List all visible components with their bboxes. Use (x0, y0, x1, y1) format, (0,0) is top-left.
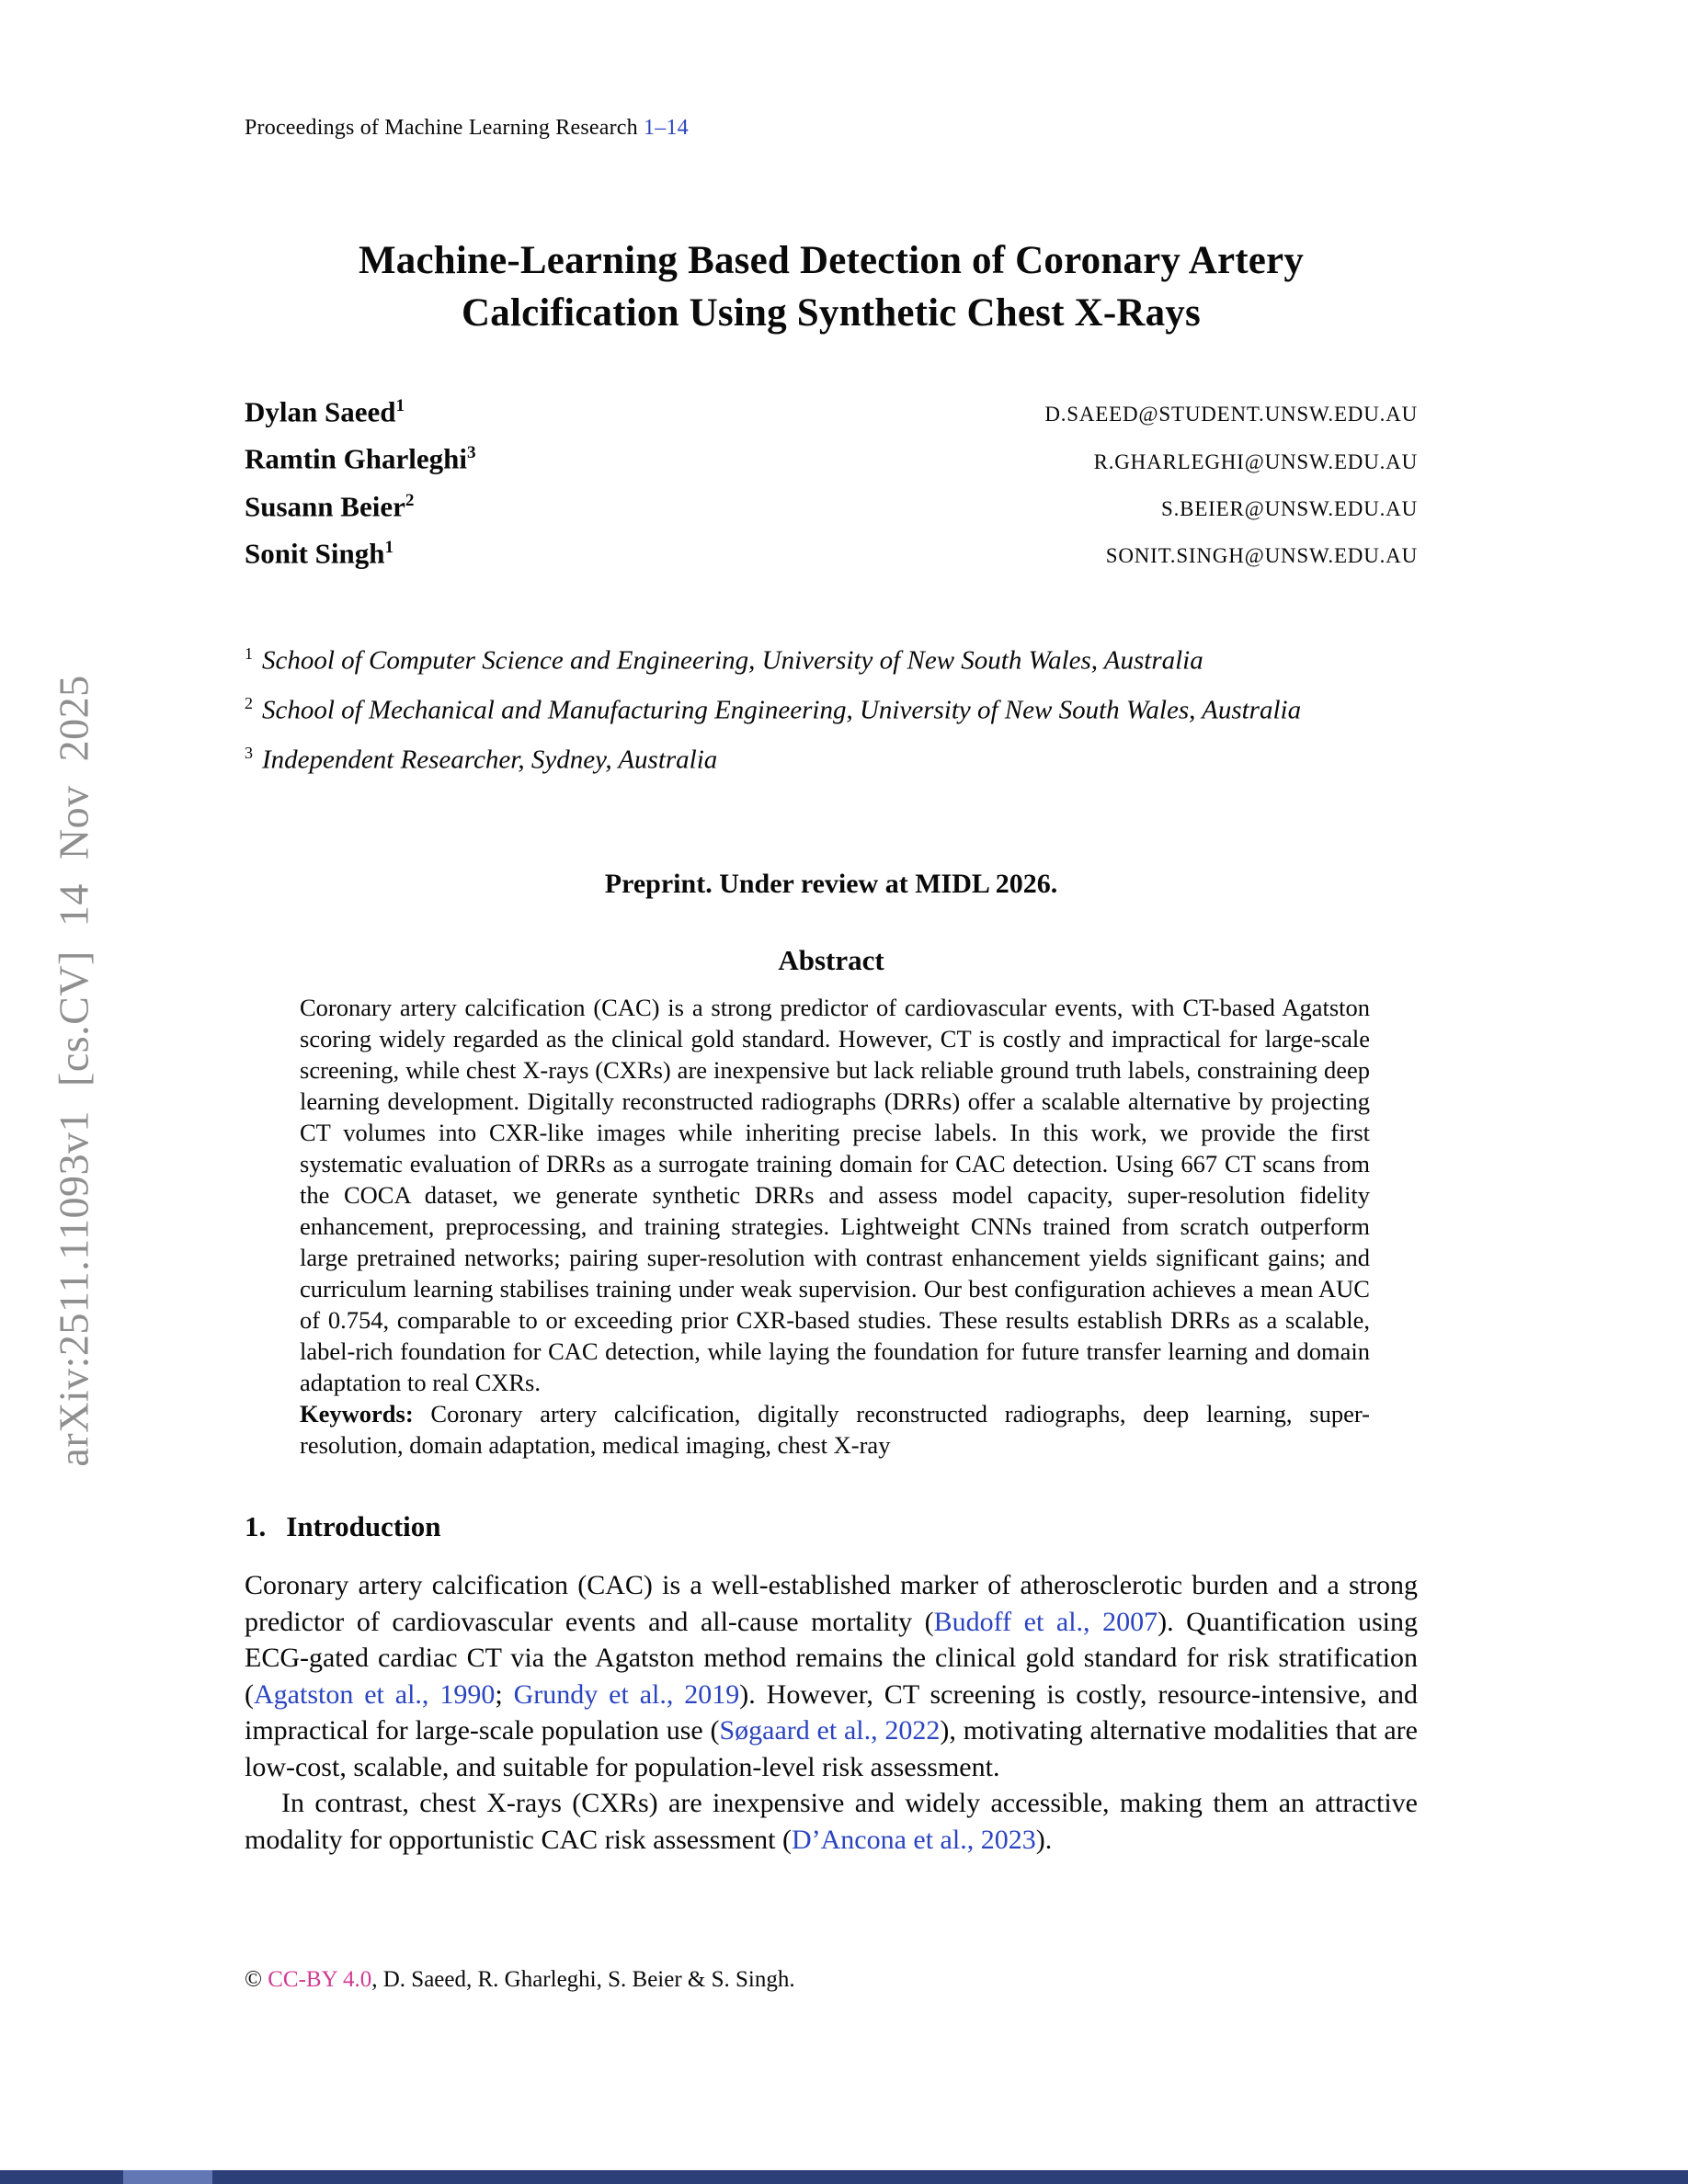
copyright-symbol: © (245, 1967, 268, 1992)
affiliation-sup: 2 (245, 693, 253, 712)
author-row (245, 482, 1418, 529)
paragraph-text: In contrast, chest X-rays (CXRs) are inexpensive and widely accessible, making them an attractive modality for opportunistic CAC risk assessment ( (245, 1788, 1418, 1855)
affiliation-text: School of Computer Science and Engineering, University of New South Wales, Australia (261, 645, 1203, 676)
citation-grundy-2019[interactable]: Grundy et al., 2019 (513, 1678, 740, 1710)
author-name (245, 387, 405, 431)
abstract-heading: Abstract (778, 944, 884, 977)
affiliation (245, 732, 1418, 781)
running-header (245, 116, 1418, 141)
abstract-text: Coronary artery calcification (CAC) is a strong predictor of cardiovascular events, with CT-based Agatston scoring widely regarded as the clinical gold standard. However, CT is costly and impractical for large-scale screening, while chest X-rays (CXRs) are inexpensive but lack reliable ground truth labels, constraining deep learning development. Digitally reconstructed radiographs (DRRs) offer a scalable alternative by projecting CT volumes into CXR-like images while inheriting precise labels. In this work, we provide the first systematic evaluation of DRRs as a surrogate training domain for CAC detection. Using 667 CT scans from the COCA dataset, we generate synthetic DRRs and assess model capacity, super-resolution fidelity enhancement, preprocessing, and training strategies. Lightweight CNNs trained from scratch outperform large pretrained networks; pairing super-resolution with contrast enhancement yields significant gains; and curriculum learning stabilises training under weak supervision. Our best configuration achieves a mean AUC of 0.754, comparable to or exceeding prior CXR-based studies. These results establish DRRs as a scalable, label-rich foundation for CAC detection, while laying the foundation for future transfer learning and domain adaptation to real CXRs. (300, 994, 1370, 1397)
author-affil-sup: 1 (395, 396, 405, 415)
citation-dancona-2023[interactable]: D’Ancona et al., 2023 (791, 1824, 1036, 1855)
intro-paragraph-2 (245, 1785, 1418, 1858)
author-row (245, 387, 1418, 434)
affiliation-sup: 3 (245, 743, 253, 762)
header-text: Proceedings of Machine Learning Research (245, 116, 644, 140)
paper-content (0, 116, 1688, 1858)
paragraph-text: ; (495, 1678, 514, 1710)
affiliation-block (245, 632, 1418, 780)
section-title: Introduction (286, 1510, 441, 1543)
paper-title-line1: Machine-Learning Based Detection of Coronary Artery (358, 239, 1305, 282)
paragraph-text: ), motivating alternative modalities that are low-cost, scalable, and suitable for population-level risk assessment. (245, 1715, 1418, 1782)
footer (245, 1967, 795, 1993)
paragraph-text: ). Quantification using ECG-gated cardiac CT via the Agatston method remains the clinical gold standard for risk stratification ( (245, 1606, 1419, 1710)
paper-title-line2: Calcification Using Synthetic Chest X-Rays (462, 291, 1201, 335)
author-block (245, 387, 1418, 575)
paragraph-text: ). However, CT screening is costly, resource-intensive, and impractical for large-scale population use ( (245, 1678, 1418, 1746)
author-affil-sup: 3 (466, 443, 476, 463)
author-name (245, 529, 393, 573)
affiliation-text: School of Mechanical and Manufacturing Engineering, University of New South Wales, Australia (261, 695, 1302, 725)
author-affil-sup: 2 (405, 490, 415, 510)
author-name (245, 434, 476, 478)
bottom-bar (0, 2170, 1688, 2184)
author-name-text: Dylan Saeed (245, 395, 396, 428)
author-name-text: Sonit Singh (245, 537, 385, 570)
affiliation (245, 632, 1418, 682)
paper-title (245, 234, 1418, 339)
keywords-text: Coronary artery calcification, digitally reconstructed radiographs, deep learning, super-resolution, domain adaptation, medical imaging, chest X-ray (300, 1400, 1370, 1460)
keywords (300, 1398, 1370, 1461)
paragraph-text: ). (1035, 1824, 1053, 1855)
preprint-note: Preprint. Under review at MIDL 2026. (604, 869, 1058, 900)
affiliation (245, 682, 1418, 732)
author-name-text: Ramtin Gharleghi (245, 442, 467, 475)
citation-budoff-2007[interactable]: Budoff et al., 2007 (933, 1606, 1158, 1637)
bottom-bar-segment (123, 2170, 212, 2184)
paragraph-text: Coronary artery calcification (CAC) is a well-established marker of atherosclerotic burden and a strong predictor of cardiovascular events and all-cause mortality ( (245, 1570, 1418, 1637)
keywords-label: Keywords: (300, 1400, 414, 1428)
author-name-text: Susann Beier (245, 489, 405, 522)
arxiv-watermark: arXiv:2511.11093v1 [cs.CV] 14 Nov 2025 (50, 675, 97, 1467)
affiliation-text: Independent Researcher, Sydney, Australia (261, 745, 718, 775)
intro-paragraph-1 (245, 1567, 1418, 1785)
author-email: S.BEIER@UNSW.EDU.AU (1161, 496, 1418, 520)
abstract-block (300, 992, 1370, 1461)
author-row (245, 434, 1418, 481)
author-row (245, 529, 1418, 575)
author-email: D.SAEED@STUDENT.UNSW.EDU.AU (1044, 403, 1418, 427)
header-pages-link[interactable]: 1–14 (644, 116, 689, 140)
section-heading-introduction (245, 1510, 1418, 1543)
citation-sogaard-2022[interactable]: Søgaard et al., 2022 (719, 1715, 941, 1746)
affiliation-sup: 1 (245, 644, 253, 664)
license-link[interactable]: CC-BY 4.0 (268, 1967, 372, 1992)
citation-agatston-1990[interactable]: Agatston et al., 1990 (254, 1678, 496, 1710)
section-number: 1. (245, 1510, 267, 1543)
author-name (245, 482, 414, 526)
footer-authors: , D. Saeed, R. Gharleghi, S. Beier & S. Singh. (371, 1967, 795, 1992)
author-email: SONIT.SINGH@UNSW.EDU.AU (1105, 544, 1418, 568)
author-email: R.GHARLEGHI@UNSW.EDU.AU (1093, 449, 1418, 473)
author-affil-sup: 1 (384, 537, 394, 557)
